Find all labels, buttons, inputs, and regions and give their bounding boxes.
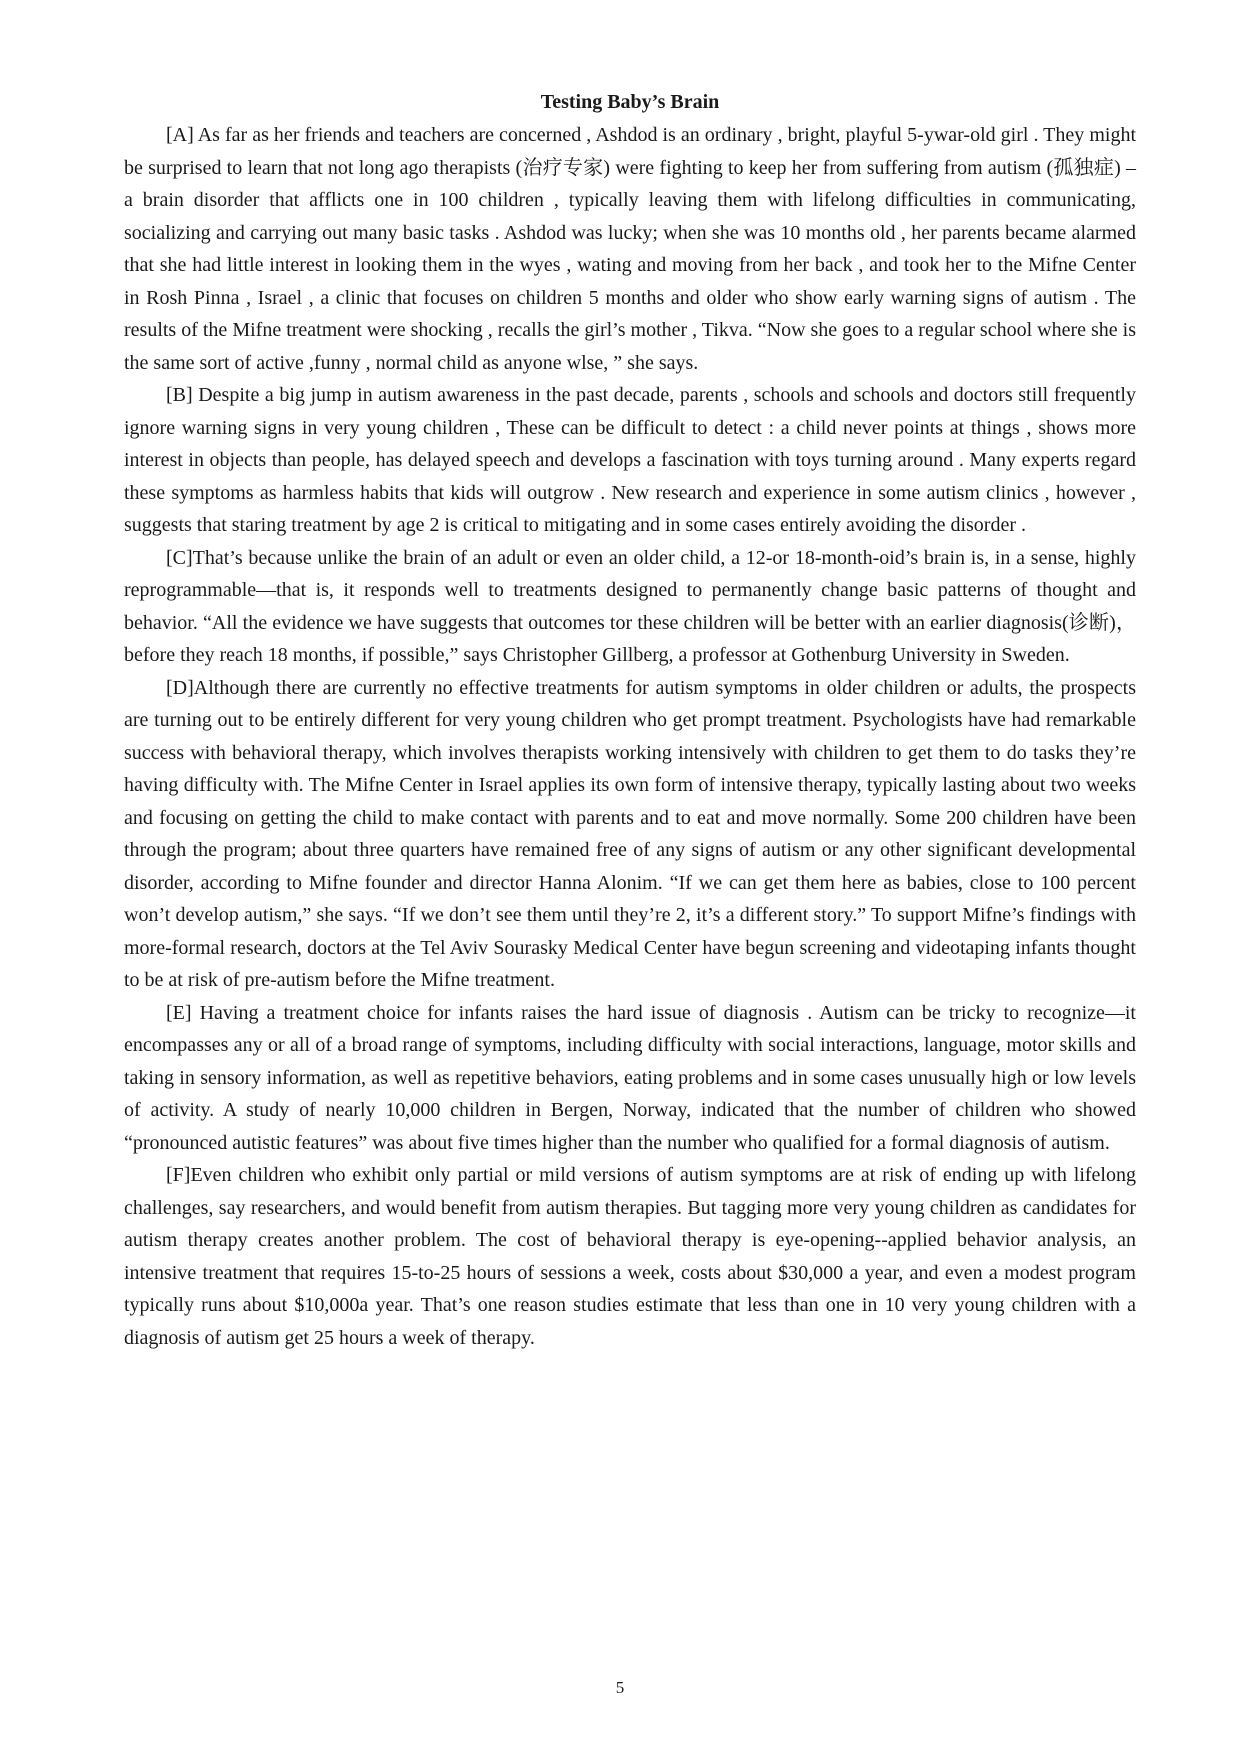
paragraph-d: [D]Although there are currently no effective treatments for autism symptoms in older children or adults, the prospects are turning out to be entirely different for very young children who get prompt treatment. Psychologists have had remarkable success with behavioral therapy, which involves therapists working intensively with children to get them to do tasks they’re having difficulty with. The Mifne Center in Israel applies its own form of intensive therapy, typically lasting about two weeks and focusing on getting the child to make contact with parents and to eat and move normally. Some 200 children have been through the program; about three quarters have remained free of any signs of autism or any other significant developmental disorder, according to Mifne founder and director Hanna Alonim. “If we can get them here as babies, close to 100 percent won’t develop autism,” she says. “If we don’t see them until they’re 2, it’s a different story.” To support Mifne’s findings with more-formal research, doctors at the Tel Aviv Sourasky Medical Center have begun screening and videotaping infants thought to be at risk of pre-autism before the Mifne treatment. bbox=[124, 676, 1136, 991]
paragraph-e: [E] Having a treatment choice for infants raises the hard issue of diagnosis . Autism can be tricky to recognize—it encompasses any or all of a broad range of symptoms, including difficulty with social interactions, language, motor skills and taking in sensory information, as well as repetitive behaviors, eating problems and in some cases unusually high or low levels of activity. A study of nearly 10,000 children in Bergen, Norway, indicated that the number of children who showed “pronounced autistic features” was about five times higher than the number who qualified for a formal diagnosis of autism. bbox=[124, 1001, 1136, 1154]
page-number: 5 bbox=[615, 1678, 625, 1697]
paragraph-b: [B] Despite a big jump in autism awareness in the past decade, parents , schools and schools and doctors still frequently ignore warning signs in very young children , These can be difficult to detect : a child never points at things , shows more interest in objects than people, has delayed speech and develops a fascination with toys turning around . Many experts regard these symptoms as harmless habits that kids will outgrow . New research and experience in some autism clinics , however , suggests that staring treatment by age 2 is critical to mitigating and in some cases entirely avoiding the disorder . bbox=[124, 384, 1136, 536]
document-title: Testing Baby’s Brain bbox=[540, 91, 720, 113]
paragraph-c: [C]That’s because unlike the brain of an adult or even an older child, a 12-or 18-month-oid’s brain is, in a sense, highly reprogrammable—that is, it responds well to treatments designed to permanently change basic patterns of thought and behavior. “All the evidence we have suggests that outcomes tor these children will be better with an earlier diagnosis(诊断)， before they reach 18 months, if possible,” says Christopher Gillberg, a professor at Gothenburg University in Sweden. bbox=[124, 546, 1136, 666]
paragraph-f: [F]Even children who exhibit only partial or mild versions of autism symptoms are at risk of ending up with lifelong challenges, say researchers, and would benefit from autism therapies. But tagging more very young children as candidates for autism therapy creates another problem. The cost of behavioral therapy is eye-opening--applied behavior analysis, an intensive treatment that requires 15-to-25 hours of sessions a week, costs about $30,000 a year, and even a modest program typically runs about $10,000a year. That’s one reason studies estimate that less than one in 10 very young children with a diagnosis of autism get 25 hours a week of therapy. bbox=[124, 1164, 1136, 1349]
document-page bbox=[124, 88, 1136, 1354]
paragraph-a: [A] As far as her friends and teachers are concerned , Ashdod is an ordinary , bright, playful 5-ywar-old girl . They might be surprised to learn that not long ago therapists (治疗专家) were fighting to keep her from suffering from autism (孤独症) –a brain disorder that afflicts one in 100 children , typically leaving them with lifelong difficulties in communicating, socializing and carrying out many basic tasks . Ashdod was lucky; when she was 10 months old , her parents became alarmed that she had little interest in looking them in the wyes , wating and moving from her back , and took her to the Mifne Center in Rosh Pinna , Israel , a clinic that focuses on children 5 months and older who show early warning signs of autism . The results of the Mifne treatment were shocking , recalls the girl’s mother , Tikva. “Now she goes to a regular school where she is the same sort of active ,funny , normal child as anyone wlse, ” she says. bbox=[124, 124, 1136, 374]
